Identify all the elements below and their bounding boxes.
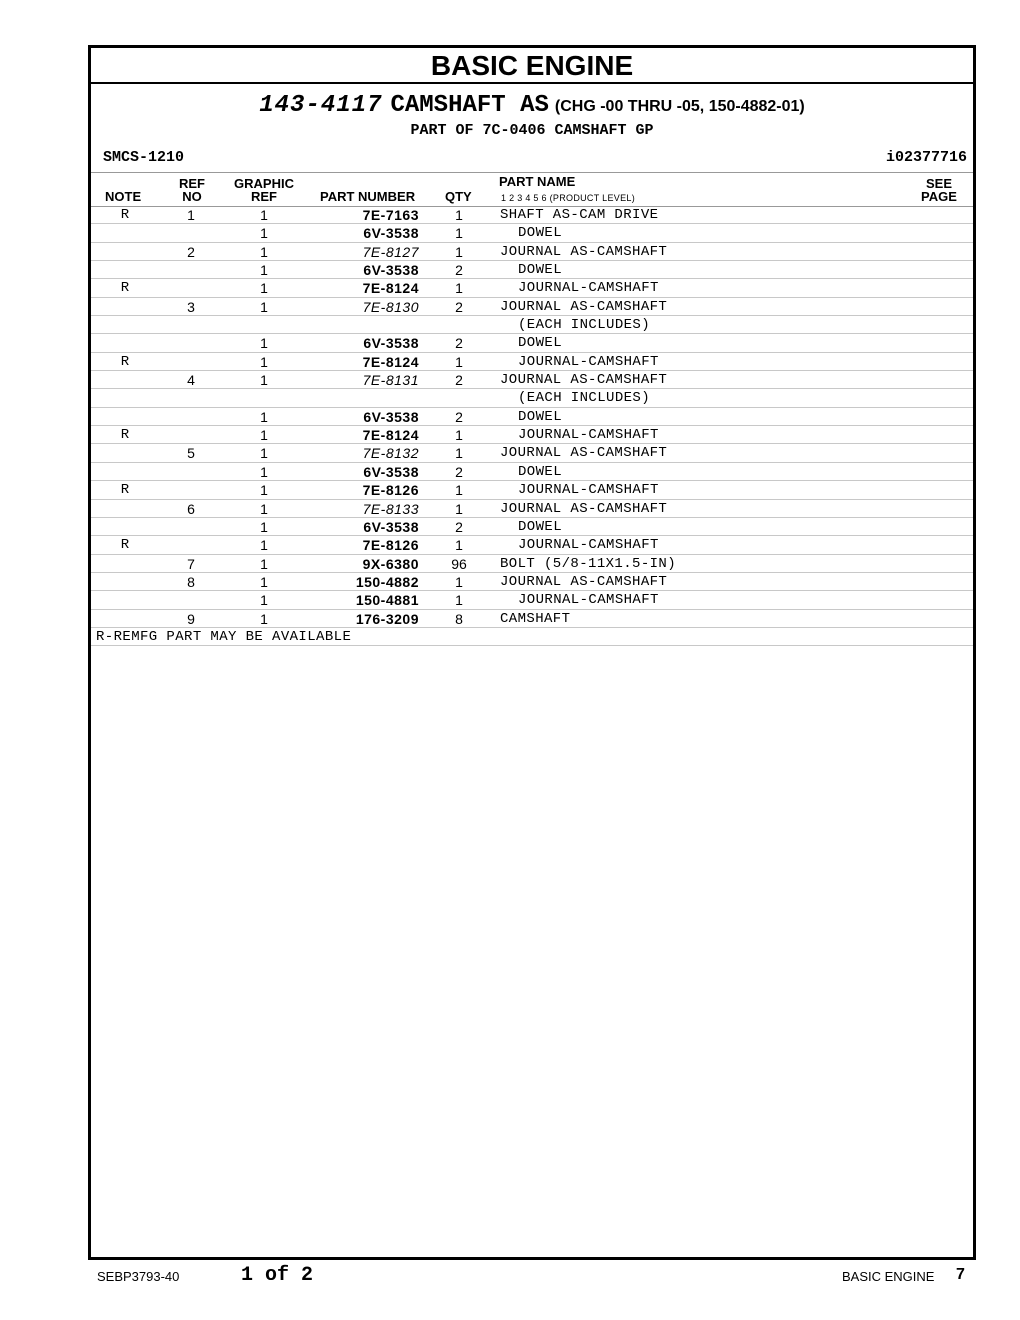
row-part-number[interactable]: 6V-3538 [363, 518, 419, 535]
col-part-number: PART NUMBER [320, 189, 416, 204]
table-row [91, 206, 973, 224]
table-row [91, 591, 973, 609]
row-qty: 1 [455, 445, 463, 462]
row-graphic-ref: 1 [260, 298, 268, 315]
row-qty: 8 [455, 610, 463, 627]
row-graphic-ref: 1 [260, 262, 268, 279]
table-row [91, 463, 973, 481]
section-title: BASIC ENGINE [91, 48, 973, 84]
parts-page-frame [88, 45, 976, 1260]
row-part-number[interactable]: 7E-8133 [362, 500, 419, 517]
page-footer [0, 1264, 1020, 1288]
footer-section-name: BASIC ENGINE [842, 1269, 935, 1284]
table-row [91, 481, 973, 499]
row-part-name: DOWEL [518, 518, 563, 535]
row-graphic-ref: 1 [260, 555, 268, 572]
row-part-number[interactable]: 7E-8131 [362, 372, 419, 389]
page-of-indicator: 1 of 2 [241, 1264, 314, 1287]
row-graphic-ref: 1 [260, 518, 268, 535]
row-part-name: CAMSHAFT [500, 610, 571, 627]
assembly-heading [91, 92, 973, 119]
row-graphic-ref: 1 [260, 445, 268, 462]
table-row [91, 500, 973, 518]
row-graphic-ref: 1 [260, 592, 268, 609]
row-qty: 1 [455, 592, 463, 609]
row-part-number[interactable]: 176-3209 [355, 610, 419, 627]
row-qty: 1 [455, 353, 463, 370]
assembly-part-name: CAMSHAFT AS [390, 92, 549, 119]
assembly-change-note: (CHG -00 THRU -05, 150-4882-01) [554, 98, 805, 115]
row-note: R [120, 280, 130, 297]
table-row [91, 536, 973, 554]
footnote: R-REMFG PART MAY BE AVAILABLE [96, 628, 352, 645]
row-note: R [120, 207, 130, 223]
row-ref-no: 1 [187, 207, 195, 223]
row-graphic-ref: 1 [260, 482, 268, 499]
row-qty: 2 [455, 518, 463, 535]
row-part-name: (EACH INCLUDES) [518, 317, 651, 334]
row-graphic-ref: 1 [260, 207, 268, 223]
row-part-number[interactable]: 7E-8124 [362, 353, 419, 370]
row-note: R [120, 353, 130, 370]
row-part-number[interactable]: 7E-7163 [362, 207, 419, 223]
row-graphic-ref: 1 [260, 610, 268, 627]
row-qty: 1 [455, 573, 463, 590]
table-row [91, 316, 973, 334]
row-part-number[interactable]: 7E-8124 [362, 280, 419, 297]
col-product-levels: 1 2 3 4 5 6 (PRODUCT LEVEL) [501, 193, 635, 203]
row-part-name: DOWEL [518, 463, 563, 480]
smcs-code: SMCS-1210 [103, 149, 185, 166]
row-part-name: JOURNAL AS-CAMSHAFT [500, 445, 668, 462]
row-graphic-ref: 1 [260, 353, 268, 370]
row-part-number[interactable]: 7E-8130 [362, 298, 419, 315]
table-row [91, 353, 973, 371]
row-part-number[interactable]: 7E-8127 [362, 243, 419, 260]
row-note: R [120, 482, 130, 499]
table-row [91, 279, 973, 297]
row-part-name: JOURNAL-CAMSHAFT [518, 353, 659, 370]
col-see-page-top: SEE [925, 176, 952, 191]
row-part-name: JOURNAL-CAMSHAFT [518, 537, 659, 554]
row-ref-no: 5 [187, 445, 195, 462]
table-row [91, 371, 973, 389]
row-part-number[interactable]: 6V-3538 [363, 408, 419, 425]
col-graphic-ref [231, 177, 297, 203]
row-qty: 2 [455, 298, 463, 315]
column-headers [91, 172, 973, 207]
row-graphic-ref: 1 [260, 537, 268, 554]
table-row [91, 298, 973, 316]
col-part-name: PART NAME [499, 174, 576, 189]
col-ref-no-bottom: NO [182, 189, 202, 204]
row-part-number[interactable]: 7E-8132 [362, 445, 419, 462]
row-qty: 1 [455, 427, 463, 444]
col-graphic-ref-top: GRAPHIC [234, 176, 294, 191]
row-qty: 1 [455, 280, 463, 297]
row-part-name: (EACH INCLUDES) [518, 390, 651, 407]
row-qty: 1 [455, 225, 463, 242]
col-see-page-bottom: PAGE [921, 189, 957, 204]
row-part-name: SHAFT AS-CAM DRIVE [500, 207, 659, 223]
table-row [91, 573, 973, 591]
parts-list [91, 206, 973, 646]
row-part-name: JOURNAL AS-CAMSHAFT [500, 372, 668, 389]
row-part-number[interactable]: 6V-3538 [363, 262, 419, 279]
table-row [91, 518, 973, 536]
row-qty: 2 [455, 408, 463, 425]
table-row [91, 610, 973, 628]
table-row [91, 334, 973, 352]
row-qty: 96 [451, 555, 467, 572]
table-row [91, 426, 973, 444]
row-part-number[interactable]: 6V-3538 [363, 225, 419, 242]
row-graphic-ref: 1 [260, 500, 268, 517]
row-qty: 2 [455, 372, 463, 389]
row-graphic-ref: 1 [260, 280, 268, 297]
row-part-name: JOURNAL AS-CAMSHAFT [500, 500, 668, 517]
col-graphic-ref-bottom: REF [251, 189, 277, 204]
row-part-name: JOURNAL AS-CAMSHAFT [500, 243, 668, 260]
row-qty: 1 [455, 243, 463, 260]
doc-number: SEBP3793-40 [97, 1269, 180, 1284]
table-row [91, 555, 973, 573]
row-note: R [120, 427, 130, 444]
row-qty: 1 [455, 207, 463, 223]
illustration-id: i02377716 [885, 149, 967, 166]
row-part-number[interactable]: 7E-8124 [362, 427, 419, 444]
col-note: NOTE [105, 189, 142, 204]
col-see-page [917, 177, 961, 203]
row-part-number[interactable]: 150-4881 [355, 592, 419, 609]
row-part-number[interactable]: 6V-3538 [363, 335, 419, 352]
table-row [91, 261, 973, 279]
table-row [91, 444, 973, 462]
row-qty: 1 [455, 482, 463, 499]
row-part-name: JOURNAL-CAMSHAFT [518, 427, 659, 444]
row-qty: 1 [455, 500, 463, 517]
row-part-name: JOURNAL-CAMSHAFT [518, 482, 659, 499]
row-part-name: BOLT (5/8-11X1.5-IN) [500, 555, 677, 572]
row-part-number[interactable]: 6V-3538 [363, 463, 419, 480]
row-part-name: JOURNAL AS-CAMSHAFT [500, 573, 668, 590]
table-row [91, 243, 973, 261]
part-of-line: PART OF 7C-0406 CAMSHAFT GP [410, 122, 654, 139]
row-ref-no: 2 [187, 243, 195, 260]
row-qty: 2 [455, 262, 463, 279]
table-row [91, 408, 973, 426]
row-qty: 1 [455, 537, 463, 554]
row-graphic-ref: 1 [260, 372, 268, 389]
col-ref-no [177, 177, 207, 203]
row-graphic-ref: 1 [260, 335, 268, 352]
row-graphic-ref: 1 [260, 243, 268, 260]
row-graphic-ref: 1 [260, 573, 268, 590]
row-part-number[interactable]: 7E-8126 [362, 482, 419, 499]
row-graphic-ref: 1 [260, 225, 268, 242]
row-qty: 2 [455, 335, 463, 352]
row-ref-no: 8 [187, 573, 195, 590]
row-graphic-ref: 1 [260, 427, 268, 444]
row-part-name: DOWEL [518, 408, 563, 425]
table-row [91, 389, 973, 407]
row-part-number[interactable]: 9X-6380 [362, 555, 419, 572]
row-ref-no: 7 [187, 555, 195, 572]
row-ref-no: 4 [187, 372, 195, 389]
row-part-name: JOURNAL-CAMSHAFT [518, 280, 659, 297]
page-number: 7 [956, 1266, 965, 1283]
row-graphic-ref: 1 [260, 463, 268, 480]
row-graphic-ref: 1 [260, 408, 268, 425]
row-ref-no: 9 [187, 610, 195, 627]
row-part-number[interactable]: 7E-8126 [362, 537, 419, 554]
footnote-row [91, 628, 973, 646]
col-qty: QTY [445, 189, 472, 204]
row-part-name: JOURNAL AS-CAMSHAFT [500, 298, 668, 315]
row-part-name: DOWEL [518, 335, 563, 352]
row-ref-no: 3 [187, 298, 195, 315]
row-ref-no: 6 [187, 500, 195, 517]
row-part-name: DOWEL [518, 262, 563, 279]
table-row [91, 224, 973, 242]
row-part-name: JOURNAL-CAMSHAFT [518, 592, 659, 609]
row-part-name: DOWEL [518, 225, 563, 242]
row-note: R [120, 537, 130, 554]
col-ref-no-top: REF [179, 176, 205, 191]
row-part-number[interactable]: 150-4882 [355, 573, 419, 590]
row-qty: 2 [455, 463, 463, 480]
assembly-part-number: 143-4117 [259, 92, 383, 119]
